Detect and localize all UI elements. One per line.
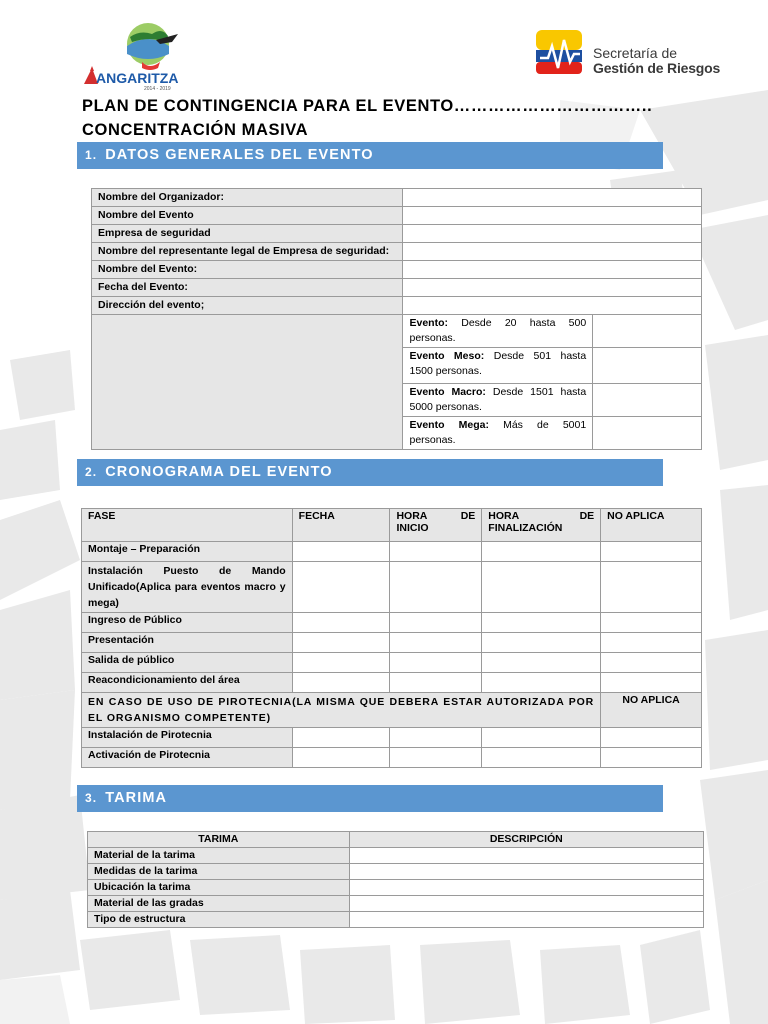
phase-label: Activación de Pirotecnia (82, 748, 293, 768)
cell[interactable] (482, 542, 601, 562)
pyrotechnics-header: EN CASO DE USO DE PIROTECNIA(LA MISMA QUE DEBERA ESTAR AUTORIZADA POR EL ORGANISMO COMPETENTE) (82, 693, 601, 728)
cell[interactable] (390, 542, 482, 562)
field-label: Dirección del evento; (92, 297, 403, 315)
table-row (82, 693, 702, 728)
section-header-general-data: 1. DATOS GENERALES DEL EVENTO (77, 142, 663, 169)
phase-label: Montaje – Preparación (82, 542, 293, 562)
angaritza-logo (80, 22, 202, 92)
table-row (92, 243, 702, 261)
secretaria-gestion-riesgos-logo (534, 28, 724, 78)
stage-label: Ubicación la tarima (88, 880, 350, 896)
phase-label: Instalación Puesto de Mando Unificado(Aplica para eventos macro y mega) (82, 562, 293, 613)
phase-label: Ingreso de Público (82, 613, 293, 633)
event-type-check[interactable] (593, 315, 702, 348)
col-header-start: HORA DE INICIO (390, 509, 482, 542)
event-type-desc: Evento: Desde 20 hasta 500 personas. (403, 315, 593, 348)
cell[interactable] (482, 562, 601, 613)
cell[interactable] (390, 613, 482, 633)
field-label: Nombre del representante legal de Empresa de seguridad: (92, 243, 403, 261)
cell[interactable] (292, 748, 390, 768)
cell[interactable] (601, 542, 702, 562)
cell[interactable] (390, 633, 482, 653)
field-value[interactable] (403, 243, 702, 261)
col-header-phase: FASE (82, 509, 293, 542)
cell[interactable] (482, 633, 601, 653)
schedule-table (81, 508, 702, 768)
cell[interactable] (292, 728, 390, 748)
cell[interactable] (349, 896, 703, 912)
col-header-date: FECHA (292, 509, 390, 542)
event-type-check[interactable] (593, 384, 702, 417)
cell[interactable] (292, 562, 390, 613)
table-row (88, 880, 704, 896)
field-value[interactable] (403, 207, 702, 225)
table-row (92, 279, 702, 297)
cell[interactable] (390, 728, 482, 748)
table-row (92, 225, 702, 243)
cell[interactable] (601, 562, 702, 613)
cell[interactable] (349, 880, 703, 896)
table-row (88, 864, 704, 880)
phase-label: Salida de público (82, 653, 293, 673)
table-row (92, 189, 702, 207)
field-label: Nombre del Organizador: (92, 189, 403, 207)
cell[interactable] (482, 748, 601, 768)
logo-line-2: Gestión de Riesgos (593, 60, 721, 76)
table-row (82, 613, 702, 633)
table-row (82, 728, 702, 748)
table-row (82, 748, 702, 768)
cell[interactable] (601, 613, 702, 633)
stage-label: Material de la tarima (88, 848, 350, 864)
section-header-schedule: 2. CRONOGRAMA DEL EVENTO (77, 459, 663, 486)
event-type-desc: Evento Macro: Desde 1501 hasta 5000 personas. (403, 384, 593, 417)
cell[interactable] (601, 633, 702, 653)
table-row (82, 633, 702, 653)
phase-label: Reacondicionamiento del área (82, 673, 293, 693)
cell[interactable] (601, 653, 702, 673)
cell[interactable] (390, 653, 482, 673)
col-header-end: HORA DE FINALIZACIÓN (482, 509, 601, 542)
ecuador-flag-icon (534, 28, 586, 76)
field-label: Nombre del Evento (92, 207, 403, 225)
general-data-table (91, 188, 702, 450)
field-value[interactable] (403, 297, 702, 315)
page-title (82, 94, 652, 142)
cell[interactable] (349, 848, 703, 864)
cell[interactable] (482, 673, 601, 693)
cell[interactable] (390, 748, 482, 768)
cell[interactable] (390, 562, 482, 613)
table-row (88, 896, 704, 912)
title-line-1: PLAN DE CONTINGENCIA PARA EL EVENTO…………………………….. (82, 97, 653, 115)
col-header-stage: TARIMA (88, 832, 350, 848)
table-row (92, 207, 702, 225)
stage-label: Medidas de la tarima (88, 864, 350, 880)
cell[interactable] (292, 633, 390, 653)
table-row (92, 261, 702, 279)
table-row (82, 653, 702, 673)
phase-label: Presentación (82, 633, 293, 653)
cell[interactable] (601, 673, 702, 693)
col-header-description: DESCRIPCIÓN (349, 832, 703, 848)
col-header-na: NO APLICA (601, 509, 702, 542)
cell[interactable] (482, 653, 601, 673)
logo-line-1: Secretaría de (593, 45, 678, 61)
field-value[interactable] (403, 189, 702, 207)
field-label: Nombre del Evento: (92, 261, 403, 279)
stage-label: Tipo de estructura (88, 912, 350, 928)
phase-label: Instalación de Pirotecnia (82, 728, 293, 748)
cell[interactable] (390, 673, 482, 693)
event-type-check[interactable] (593, 348, 702, 384)
table-row (82, 673, 702, 693)
field-value[interactable] (403, 261, 702, 279)
cell[interactable] (292, 613, 390, 633)
stage-label: Material de las gradas (88, 896, 350, 912)
table-row (92, 297, 702, 315)
cell[interactable] (482, 728, 601, 748)
title-line-2: CONCENTRACIÓN MASIVA (82, 121, 309, 139)
table-row (82, 562, 702, 613)
event-type-desc: Evento Meso: Desde 501 hasta 1500 personas. (403, 348, 593, 384)
table-row (88, 912, 704, 928)
field-value[interactable] (403, 279, 702, 297)
section-header-stage: 3. TARIMA (77, 785, 663, 812)
table-row (88, 848, 704, 864)
table-header-row (82, 509, 702, 542)
field-label: Fecha del Evento: (92, 279, 403, 297)
cell[interactable] (349, 912, 703, 928)
field-label: Empresa de seguridad (92, 225, 403, 243)
svg-text:ANGARITZA: ANGARITZA (96, 70, 179, 86)
stage-table (87, 831, 704, 928)
pyrotechnics-na: NO APLICA (601, 693, 702, 728)
table-row (92, 315, 702, 348)
table-row (82, 542, 702, 562)
cell[interactable] (482, 613, 601, 633)
event-type-desc: Evento Mega: Más de 5001 personas. (403, 417, 593, 450)
cell[interactable] (292, 673, 390, 693)
field-value[interactable] (403, 225, 702, 243)
cell[interactable] (601, 748, 702, 768)
cell[interactable] (292, 653, 390, 673)
event-type-check[interactable] (593, 417, 702, 450)
angaritza-emblem-icon (80, 22, 202, 92)
cell[interactable] (292, 542, 390, 562)
cell[interactable] (601, 728, 702, 748)
event-type-blank (92, 315, 403, 450)
table-header-row (88, 832, 704, 848)
cell[interactable] (349, 864, 703, 880)
svg-text:2014 - 2019: 2014 - 2019 (144, 86, 171, 92)
